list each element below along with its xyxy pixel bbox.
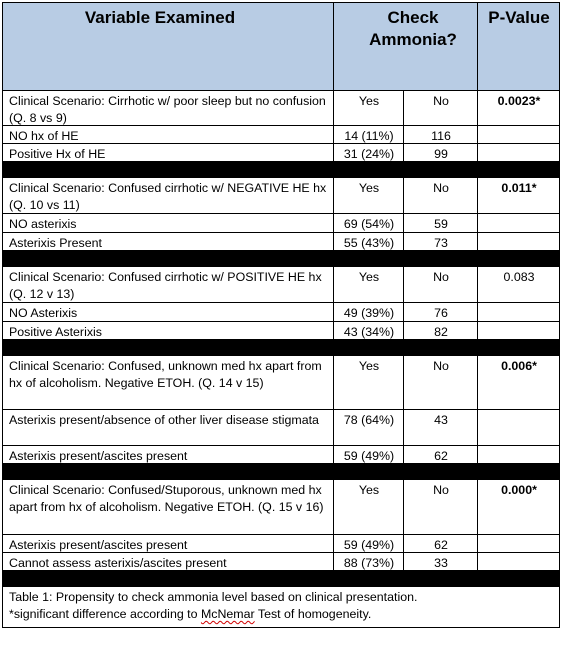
table-header-row [3,3,559,91]
row-label: NO asterixis [3,214,334,232]
row-label: NO Asterixis [3,303,334,321]
table-row [3,214,559,233]
no-value: 99 [404,144,478,161]
yes-header: Yes [334,91,404,125]
scenario-row [3,480,559,535]
no-header: No [404,480,478,534]
row-label: Asterixis present/absence of other liver disease stigmata [3,410,334,445]
no-value: 116 [404,126,478,143]
scenario-row [3,178,559,214]
p-value: 0.083 [503,270,535,284]
table-row [3,144,559,162]
table-row [3,233,559,251]
section-divider [3,571,559,587]
p-value: 0.0023* [497,94,541,108]
row-label: Asterixis Present [3,233,334,250]
table-caption [3,587,559,627]
table-row [3,126,559,144]
p-value-empty [478,303,559,321]
scenario-row [3,267,559,303]
p-value-empty [478,214,559,232]
scenario-row [3,91,559,126]
row-label: NO hx of HE [3,126,334,143]
ammonia-table [2,2,560,628]
table-row [3,446,559,464]
section-divider [3,162,559,178]
p-value-empty [478,410,559,445]
no-value: 73 [404,233,478,250]
yes-value: 69 (54%) [334,214,404,232]
p-value: 0.006* [501,359,537,373]
no-value: 43 [404,410,478,445]
p-value-empty [478,144,559,161]
no-header: No [404,178,478,213]
section-divider [3,464,559,480]
p-value-empty [478,322,559,339]
yes-value: 59 (49%) [334,446,404,463]
yes-value: 49 (39%) [334,303,404,321]
p-value-empty [478,553,559,570]
no-value: 59 [404,214,478,232]
table-row [3,322,559,340]
caption-mcnemar: McNemar [200,607,255,621]
yes-value: 43 (34%) [334,322,404,339]
yes-value: 14 (11%) [334,126,404,143]
p-value: 0.000* [501,483,537,497]
no-header: No [404,91,478,125]
no-value: 62 [404,535,478,552]
no-header: No [404,356,478,409]
p-value: 0.011* [501,181,537,195]
no-header: No [404,267,478,302]
table-row [3,303,559,322]
row-label: Asterixis present/ascites present [3,446,334,463]
caption-line-1: Table 1: Propensity to check ammonia level based on clinical presentation. [9,590,418,604]
scenario-label: Clinical Scenario: Confused, unknown med hx apart from hx of alcoholism. Negative ETOH. (Q. 14 v 15) [3,356,334,409]
scenario-label: Clinical Scenario: Confused/Stuporous, unknown med hx apart from hx of alcoholism. Negative ETOH. (Q. 15 v 16) [3,480,334,534]
header-p-value: P-Value [488,8,550,27]
header-variable-examined: Variable Examined [3,3,334,90]
yes-header: Yes [334,480,404,534]
scenario-label: Clinical Scenario: Confused cirrhotic w/ POSITIVE HE hx (Q. 12 v 13) [3,267,334,302]
caption-line-2-suffix: Test of homogeneity. [254,607,372,621]
caption-line-2 [9,606,553,623]
yes-value: 55 (43%) [334,233,404,250]
yes-header: Yes [334,267,404,302]
row-label: Cannot assess asterixis/ascites present [3,553,334,570]
no-value: 82 [404,322,478,339]
yes-value: 88 (73%) [334,553,404,570]
p-value-empty [478,126,559,143]
section-divider [3,340,559,356]
yes-value: 78 (64%) [334,410,404,445]
table-row [3,553,559,571]
scenario-label: Clinical Scenario: Cirrhotic w/ poor sleep but no confusion (Q. 8 vs 9) [3,91,334,125]
no-value: 76 [404,303,478,321]
yes-header: Yes [334,356,404,409]
section-divider [3,251,559,267]
p-value-empty [478,446,559,463]
p-value-empty [478,233,559,250]
row-label: Positive Asterixis [3,322,334,339]
no-value: 62 [404,446,478,463]
caption-line-2-prefix: *significant difference according to [9,607,201,621]
table-row [3,410,559,446]
p-value-empty [478,535,559,552]
yes-value: 31 (24%) [334,144,404,161]
row-label: Asterixis present/ascites present [3,535,334,552]
scenario-label: Clinical Scenario: Confused cirrhotic w/ NEGATIVE HE hx (Q. 10 vs 11) [3,178,334,213]
header-check-ammonia: Check Ammonia? [334,3,478,90]
row-label: Positive Hx of HE [3,144,334,161]
scenario-row [3,356,559,410]
table-row [3,535,559,553]
yes-value: 59 (49%) [334,535,404,552]
yes-header: Yes [334,178,404,213]
no-value: 33 [404,553,478,570]
